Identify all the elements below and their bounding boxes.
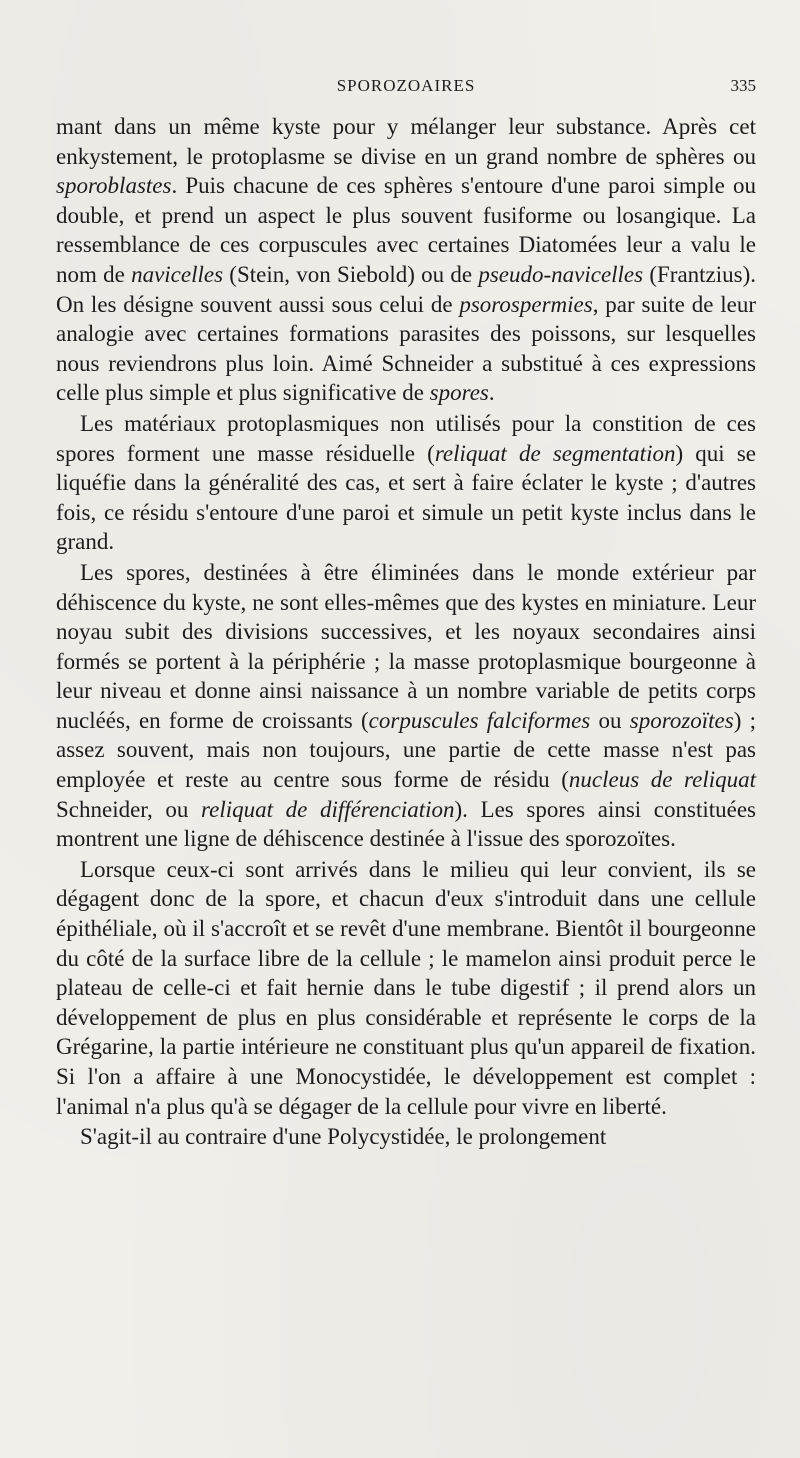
italic-term: sporoblastes [56, 173, 172, 199]
text-run: . Puis chacune de ces sphères s'entoure d'une paroi simple ou double, et prend un aspect le plus souvent fusiforme ou losangique. La ressemblance de ces corpuscules avec certaines Diatomées leur a valu le nom de [56, 173, 756, 287]
paragraph [56, 1122, 756, 1152]
italic-term: corpuscules falciformes [368, 707, 591, 733]
text-run: Schneider, ou [56, 796, 202, 822]
text-run: mant dans un même kyste pour y mélanger leur substance. Après cet enkystement, le protoplasme se divise en un grand nombre de sphères ou [56, 114, 756, 169]
text-run: (Stein, von Siebold) ou de [223, 261, 479, 287]
text-run: ). Les spores ainsi constituées montrent une ligne de déhiscence destinée à l'issue des sporozoïtes. [56, 796, 756, 852]
page-number: 335 [730, 76, 756, 95]
paragraph [56, 112, 756, 408]
italic-term: reliquat de segmentation [434, 440, 676, 466]
text-run: Les spores, destinées à être éliminées dans le monde extérieur par déhiscence du kyste, ne sont elles-mêmes que des kystes en miniature. Leur noyau subit des divisions successives, et les noyaux secondaires ainsi formés se portent à la périphérie ; la masse protoplasmique bourgeonne à leur niveau et donne ainsi naissance à un nombre variable de petits corps nucléés, en forme de croissants ( [56, 559, 756, 733]
text-run: Les matériaux protoplasmiques non utilisés pour la constition de ces spores forment une masse résiduelle ( [56, 410, 756, 466]
text-run: (Frantzius). On les désigne souvent aussi sous celui de [56, 261, 756, 317]
paragraph [56, 558, 756, 854]
body-text [56, 112, 756, 1152]
text-run: ) ; assez souvent, mais non toujours, une partie de cette masse n'est pas employée et reste au centre sous forme de résidu ( [56, 707, 757, 793]
text-run: , par suite de leur analogie avec certaines formations parasites des poissons, sur lesquelles nous reviendrons plus loin. Aimé Schneider a substitué à ces expressions celle plus simple et plus significative de [56, 291, 756, 406]
italic-term: reliquat de différenciation [201, 796, 455, 822]
text-run: Lorsque ceux-ci sont arrivés dans le milieu qui leur convient, ils se dégagent donc de la spore, et chacun d'eux s'introduit dans une cellule épithéliale, où il s'accroît et se revêt d'une membrane. Bientôt il bourgeonne du côté de la surface libre de la cellule ; le mamelon ainsi produit perce le plateau de celle-ci et fait hernie dans le tube digestif ; il prend alors un développement de plus en plus considérable et représente le corps de la Grégarine, la partie intérieure ne constituant plus qu'un appareil de fixation. Si l'on a affaire à une Monocystidée, le développement est complet : l'animal n'a plus qu'à se dégager de la cellule pour vivre en liberté. [56, 856, 756, 1119]
text-run: S'agit-il au contraire d'une Polycystidée, le prolongement [80, 1124, 607, 1150]
running-title: SPOROZOAIRES [336, 76, 476, 95]
italic-term: navicelles [131, 261, 224, 287]
italic-term: pseudo-navicelles [478, 261, 644, 287]
italic-term: psorospermies [459, 291, 593, 317]
text-run: ) qui se liquéfie dans la généralité des cas, et sert à faire éclater le kyste ; d'autres fois, ce résidu s'entoure d'une paroi et simule un petit kyste inclus dans le grand. [56, 440, 756, 555]
italic-term: sporozoïtes [629, 707, 734, 733]
italic-term: spores [429, 380, 489, 406]
paragraph [56, 409, 756, 557]
text-run: . [488, 380, 495, 406]
italic-term: nucleus de reliquat [568, 767, 756, 793]
text-run: ou [590, 707, 630, 733]
page-header [56, 72, 756, 106]
paragraph [56, 855, 756, 1121]
